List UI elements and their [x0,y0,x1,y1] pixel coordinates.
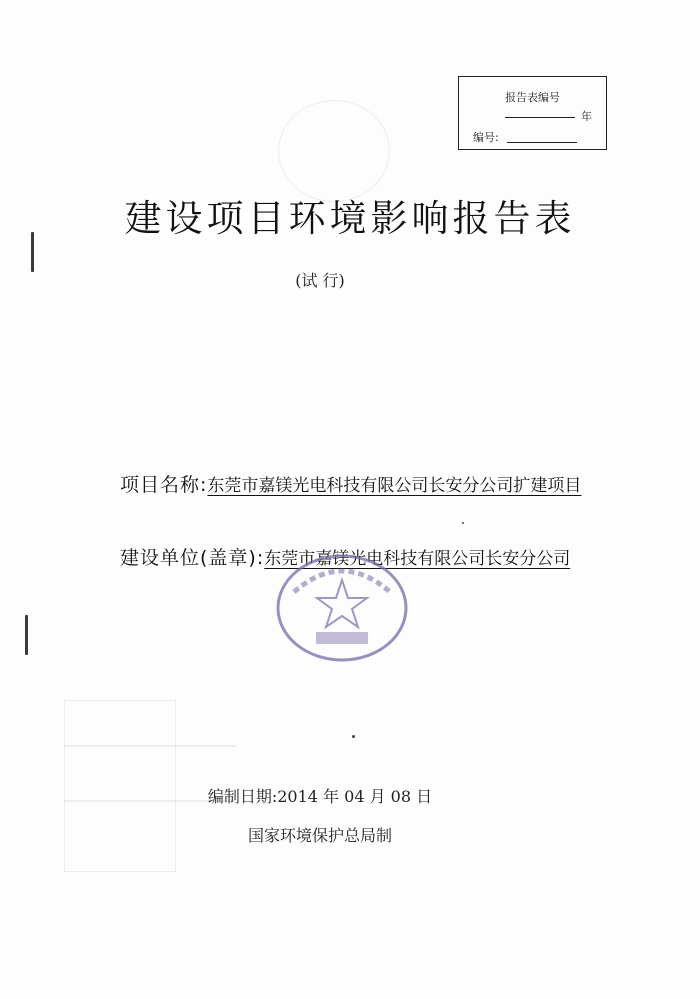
project-name-value: 东莞市嘉镁光电科技有限公司长安分公司扩建项目 [207,476,582,496]
project-name-label: 项目名称: [120,474,208,496]
document-title: 建设项目环境影响报告表 [124,197,576,240]
bleed-through-emblem [278,100,390,202]
year-suffix: 年 [581,110,592,123]
report-number-box [458,76,607,150]
report-number-title: 报告表编号 [505,91,560,104]
number-label: 编号: [473,131,499,144]
bleed-through-line [64,745,236,747]
number-blank [507,142,577,143]
project-name-row [120,470,581,497]
construction-unit-label: 建设单位(盖章): [120,547,265,569]
year-blank [505,117,575,118]
scan-speck [462,522,464,524]
scan-mark [25,615,28,655]
construction-unit-value: 东莞市嘉镁光电科技有限公司长安分公司 [264,549,571,569]
company-seal [274,552,410,664]
issuing-authority: 国家环境保护总局制 [247,826,392,845]
compile-date: 编制日期:2014 年 04 月 08 日 [207,787,433,806]
scan-speck [352,735,355,738]
document-subtitle: (试 行) [295,271,345,290]
